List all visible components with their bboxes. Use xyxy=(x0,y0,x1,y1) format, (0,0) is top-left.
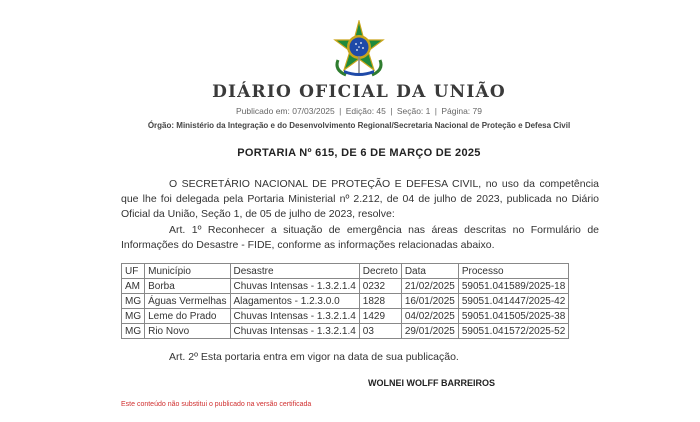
column-header: Data xyxy=(401,264,458,279)
column-header: Município xyxy=(145,264,230,279)
table-cell: 59051.041505/2025-38 xyxy=(458,309,568,324)
table-row xyxy=(122,324,569,339)
publication-meta: Publicado em: 07/03/2025 | Edição: 45 | Seção: 1 | Página: 79 xyxy=(236,106,482,116)
signer-name: WOLNEI WOLFF BARREIROS xyxy=(368,378,495,388)
paragraph-art1 xyxy=(121,223,599,253)
table-cell: Chuvas Intensas - 1.3.2.1.4 xyxy=(230,279,359,294)
table-cell: 03 xyxy=(359,324,401,339)
orgao-value: Ministério da Integração e do Desenvolvimento Regional/Secretaria Nacional de Proteção e Defesa Civil xyxy=(176,121,571,130)
table-cell: MG xyxy=(122,309,145,324)
publication-date: Publicado em: 07/03/2025 xyxy=(236,106,335,116)
table-cell: 21/02/2025 xyxy=(401,279,458,294)
table-cell: 0232 xyxy=(359,279,401,294)
table-cell: Borba xyxy=(145,279,230,294)
column-header: Processo xyxy=(458,264,568,279)
paragraph-art1-text: Art. 1º Reconhecer a situação de emergência nas áreas descritas no Formulário de Informações do Desastre - FIDE, conforme as informações relacionadas abaixo. xyxy=(121,224,599,251)
table-cell: Rio Novo xyxy=(145,324,230,339)
table-cell: 59051.041589/2025-18 xyxy=(458,279,568,294)
table-cell: MG xyxy=(122,324,145,339)
table-cell: Alagamentos - 1.2.3.0.0 xyxy=(230,294,359,309)
paragraph-preamble xyxy=(121,177,599,222)
table-row xyxy=(122,279,569,294)
newspaper-title: DIÁRIO OFICIAL DA UNIÃO xyxy=(212,82,506,102)
table-cell: 04/02/2025 xyxy=(401,309,458,324)
table-cell: 29/01/2025 xyxy=(401,324,458,339)
column-header: Desastre xyxy=(230,264,359,279)
paragraph-art2-text: Art. 2º Esta portaria entra em vigor na data de sua publicação. xyxy=(169,351,459,363)
page-number: Página: 79 xyxy=(441,106,482,116)
paragraph-preamble-text: O SECRETÁRIO NACIONAL DE PROTEÇÃO E DEFESA CIVIL, no uso da competência que lhe foi delegada pela Portaria Ministerial nº 2.212, de 04 de julho de 2023, publicada no Diário Oficial da União, Seção 1, de 05 de julho de 2023, resolve: xyxy=(121,178,599,220)
certified-version-disclaimer: Este conteúdo não substitui o publicado na versão certificada xyxy=(121,401,312,408)
table-cell: MG xyxy=(122,294,145,309)
table-cell: Chuvas Intensas - 1.3.2.1.4 xyxy=(230,324,359,339)
orgao-label: Órgão: xyxy=(147,121,175,130)
disaster-table xyxy=(121,263,569,339)
table-row xyxy=(122,294,569,309)
column-header: UF xyxy=(122,264,145,279)
table-cell: 1828 xyxy=(359,294,401,309)
table-header-row xyxy=(122,264,569,279)
column-header: Decreto xyxy=(359,264,401,279)
edition-number: Edição: 45 xyxy=(345,106,386,116)
table-cell: Leme do Prado xyxy=(145,309,230,324)
table-cell: 59051.041572/2025-52 xyxy=(458,324,568,339)
table-cell: 59051.041447/2025-42 xyxy=(458,294,568,309)
portaria-title: PORTARIA Nº 615, DE 6 DE MARÇO DE 2025 xyxy=(237,147,481,159)
table-row xyxy=(122,309,569,324)
table-cell: Chuvas Intensas - 1.3.2.1.4 xyxy=(230,309,359,324)
brazil-coat-of-arms-icon xyxy=(330,20,388,78)
orgao-line xyxy=(0,121,700,130)
table-cell: Águas Vermelhas xyxy=(145,294,230,309)
table-cell: AM xyxy=(122,279,145,294)
table-cell: 16/01/2025 xyxy=(401,294,458,309)
paragraph-art2 xyxy=(121,350,599,365)
table-cell: 1429 xyxy=(359,309,401,324)
section-number: Seção: 1 xyxy=(396,106,431,116)
